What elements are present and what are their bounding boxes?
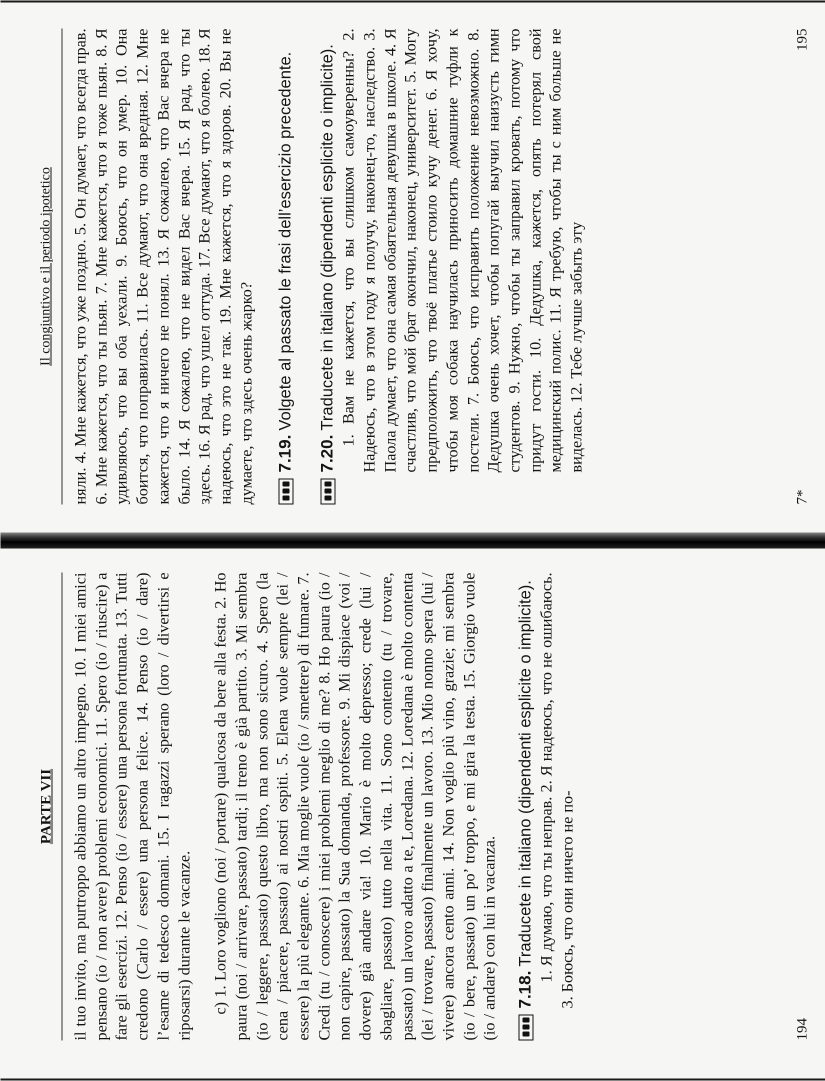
paragraph-c: c) 1. Loro vogliono (noi / portare) qualcosa da bere alla festa. 2. Ho paura (noi / arrivare, passato) tardi; il treno è già partito. 3. Mi sembra (io / leggere, passato) questo libro, ma non sono sicuro. 4. Spero (la cena / piacere, passato) ai nostri ospiti. 5. Elena vuole sempre (lei / essere) la più elegante. 6. Mia moglie vuole (io / smettere) di fumare. 7. Credi (tu / conoscere) i miei problemi meglio di me? 8. Ho paura (io / non capire, passato) la Sua domanda, professore. 9. Mi dispiace (voi / dovere) già andare via! 10. Mario è molto depresso; crede (lui / sbagliare, passato) tutto nella vita. 11. Sono contento (tu / trovare, passato) un lavoro adatto a te, Loredana. 12. Loredana è molto contenta (lei / trovare, passato) finalmente un lavoro. 13. Mio nonno spera (lui / vivere) ancora cento anni. 14. Non voglio più vino, grazie; mi sembra (io / bere, passato) un po’ troppo, e mi gira la testa. 15. Giorgio vuole (io / andare) con lui in vacanza. [211,572,499,1041]
exercise-number: 7.20. [317,434,337,473]
page-number: 194 [794,1018,810,1041]
signature-mark: 7* [794,489,810,505]
exercise-7-19 [274,29,296,505]
header-rule [61,573,62,1041]
exercise-7-20 [316,29,586,505]
part-title: PARTE VII [38,768,54,845]
exercise-number: 7.18. [515,970,535,1009]
paragraph-continuation: няли. 4. Мне кажется, что уже поздно. 5. Он думает, что всегда прав. 6. Мне кажется, что ты пьян. 7. Мне кажется, что я тоже пьян. 8. Я удивляюсь, что вы оба уехали. 9. Боюсь, что он умер. 10. Она боится, что поправилась. 11. Все думают, что она вредная. 12. Мне кажется, что я ничего не понял. 13. Я сожалею, что Вас вчера не было. 14. Я сожалею, что не видел Вас вчера. 15. Я рад, что ты здесь. 16. Я рад, что ушел оттуда. 17. Все думают, что я болею. 18. Я надеюсь, что это не так. 19. Мне кажется, что я здоров. 20. Вы не думаете, что здесь очень жарко? [71,28,255,505]
exercise-number: 7.19. [275,434,295,473]
paragraph-continuation: il tuo invito, ma purtroppo abbiamo un altro impegno. 10. I miei amici pensano (io / non avere) problemi economici. 11. Spero (io / riuscire) a fare gli esercizi. 12. Penso (io / essere) una persona fortunata. 13. Tutti credono (Carlo / essere) una persona felice. 14. Penso (io / dare) l’esame di tedesco domani. 15. I ragazzi sperano (loro / divertirsi e riposarsi) durante le vacanze. [71,572,193,1041]
exercise-title: Traducete in italiano (dipendenti esplicite o implicite). [318,44,337,431]
exercise-7-18 [514,573,577,1041]
exercise-title: Volgete al passato le frasi dell’esercizio precedente. [276,51,295,431]
header-rule [61,29,62,505]
exercise-text: 1. Я думаю, что ты неправ. 2. Я надеюсь, что не ошибаюсь. 3. Боюсь, что они ничего не по- [537,572,576,1009]
page-number: 195 [794,28,810,51]
right-page [0,1,825,533]
chapter-title: Il congiuntivo e il periodo ipotetico [38,167,53,366]
difficulty-icon [518,1015,533,1041]
right-edge [0,1,825,3]
exercise-title: Traducete in italiano (dipendenti esplicite o implicite). [516,580,535,967]
left-page-header [38,573,62,1041]
exercise-text: 1. Вам не кажется, что вы слишком самоуверенны? 2. Надеюсь, что в этом году я получу, наконец-то, наследство. 3. Паола думает, что она самая обаятельная девушка в школе. 4. Я счастлив, что мой брат окончил, наконец, университет. 5. Могу предположить, что твоё платье стоило кучу денег. 6. Я хочу, чтобы моя собака научилась приносить домашние туфли к постели. 7. Боюсь, что исправить положение невозможно. 8. Дедушка очень хочет, чтобы попугай выучил наизусть гимн студентов. 9. Нужно, чтобы ты заправил кровать, потому что придут гости. 10. Дедушка, кажется, опять потерял свой медицинский полис. 11. Я требую, чтобы ты с ним больше не виделась. 12. Тебе лучше забыть эту [339,28,586,473]
right-page-header [38,29,62,505]
book-gutter [0,533,825,549]
difficulty-icon [320,479,335,505]
book-spread [0,1,825,1081]
difficulty-icon [278,479,293,505]
left-page [0,549,825,1081]
